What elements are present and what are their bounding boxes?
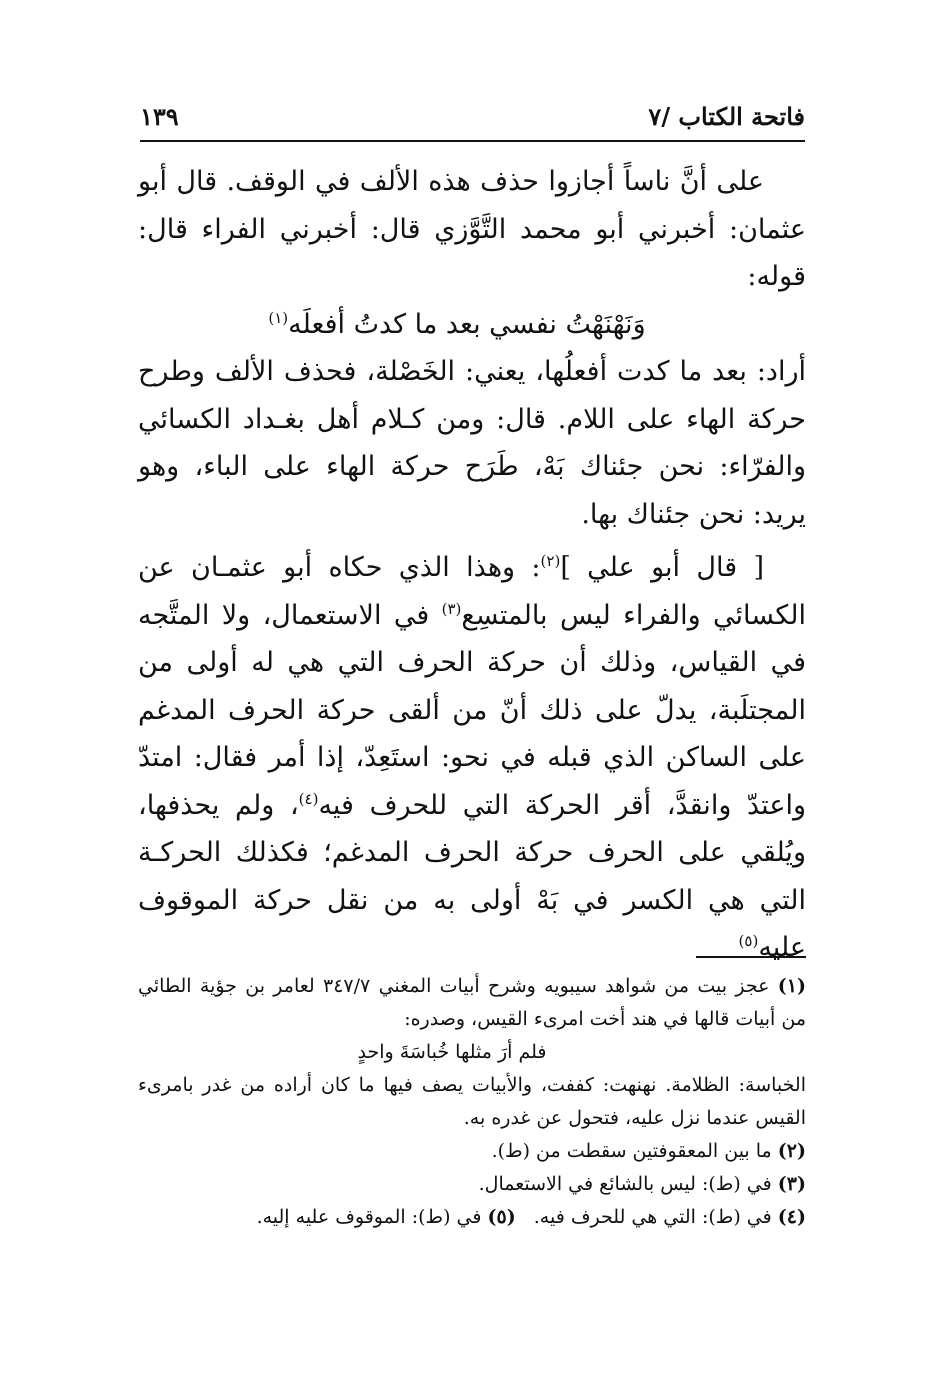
p3-part-a: [ قال أبو علي ] bbox=[560, 552, 764, 583]
footnote-5-text: في (ط): الموقوف عليه إليه. bbox=[256, 1206, 482, 1228]
paragraph-1: على أنَّ ناساً أجازوا حذف هذه الألف في الوقف. قال أبو عثمان: أخبرني أبو محمد التَّوَّزي قال: أخبرني الفراء قال: قوله: bbox=[138, 166, 806, 292]
footnote-ref-2: (٢) bbox=[540, 552, 561, 570]
footnote-4-number: (٤) bbox=[777, 1206, 806, 1228]
footnote-2-text: ما بين المعقوفتين سقطت من (ط). bbox=[491, 1140, 772, 1162]
header-rule bbox=[140, 140, 805, 142]
page-header bbox=[140, 100, 805, 140]
paragraph-2: أراد: بعد ما كدت أفعلُها، يعني: الخَصْلة، فحذف الألف وطرح حركة الهاء على اللام. قال: ومن كـلام أهل بغـداد الكسائي والفرّاء: نحن جئناك بَهْ، طَرَح حركة الهاء على الباء، وهو يريد: نحن جئناك بها. bbox=[138, 356, 806, 530]
footnote-3-text: في (ط): ليس بالشائع في الاستعمال. bbox=[478, 1173, 772, 1195]
running-title: فاتحة الكتاب /٧ bbox=[648, 102, 805, 131]
p3-part-c: في الاستعمال، ولا المتَّجه في القياس، وذلك أن حركة الحرف التي هي له أولى من المجتلَبة، يدلّ على ذلك أنّ من ألقى حركة الحرف المدغم على الساكن الذي قبله في نحو: استَعِدّ، إذا أمر فقال: امتدّ واعتدّ وانقدَّ، أقر الحركة التي للحرف فيه bbox=[138, 599, 806, 821]
p3-part-d: ، ولم يحذفها، ويُلقي على الحرف حركة الحرف المدغم؛ فكذلك الحركـة التي هي الكسر في بَهْ أولى به من نقل حركة الموقوف عليه bbox=[138, 789, 806, 963]
footnote-ref-1: (١) bbox=[268, 308, 289, 327]
footnote-ref-3: (٣) bbox=[441, 599, 462, 618]
footnote-4-text: في (ط): التي هي للحرف فيه. bbox=[533, 1206, 772, 1228]
footnote-1-gloss: الخباسة: الظلامة. نهنهت: كففت، والأبيات يصف فيها ما كان أراده من غدر بامرىء القيس عندما نزل عليه، فتحول عن غدره به. bbox=[138, 1074, 806, 1129]
main-text bbox=[138, 158, 806, 972]
footnote-separator bbox=[696, 956, 806, 958]
footnote-2-number: (٢) bbox=[777, 1140, 806, 1162]
footnote-1-number: (١) bbox=[777, 975, 807, 997]
footnote-3 bbox=[138, 1168, 806, 1201]
footnote-1-verse: فلم أرَ مثلها خُباسَةَ واحدٍ bbox=[357, 1041, 547, 1063]
footnote-3-number: (٣) bbox=[777, 1173, 806, 1195]
p3-part-b: : وهذا الذي حكاه أبو عثمـان عن الكسائي والفراء ليس بالمتسِع bbox=[138, 552, 806, 631]
footnote-4-5 bbox=[138, 1201, 806, 1234]
verse-text: وَنَهْنَهْتُ نفسي بعد ما كدتُ أفعلَه bbox=[288, 308, 646, 340]
footnote-ref-4: (٤) bbox=[298, 789, 319, 808]
verse-line bbox=[138, 301, 806, 349]
footnote-1 bbox=[138, 970, 806, 1036]
paragraph-3 bbox=[138, 544, 806, 972]
footnote-2 bbox=[138, 1135, 806, 1168]
footnotes bbox=[138, 970, 806, 1234]
footnote-ref-5: (٥) bbox=[738, 932, 759, 950]
footnote-1-text: عجز بيت من شواهد سيبويه وشرح أبيات المغني ٣٤٧/٧ لعامر بن جؤية الطائي من أبيات قالها في هند أخت امرىء القيس، وصدره: bbox=[138, 975, 806, 1030]
footnote-5-number: (٥) bbox=[487, 1206, 516, 1228]
page-number: ١٣٩ bbox=[140, 102, 179, 131]
